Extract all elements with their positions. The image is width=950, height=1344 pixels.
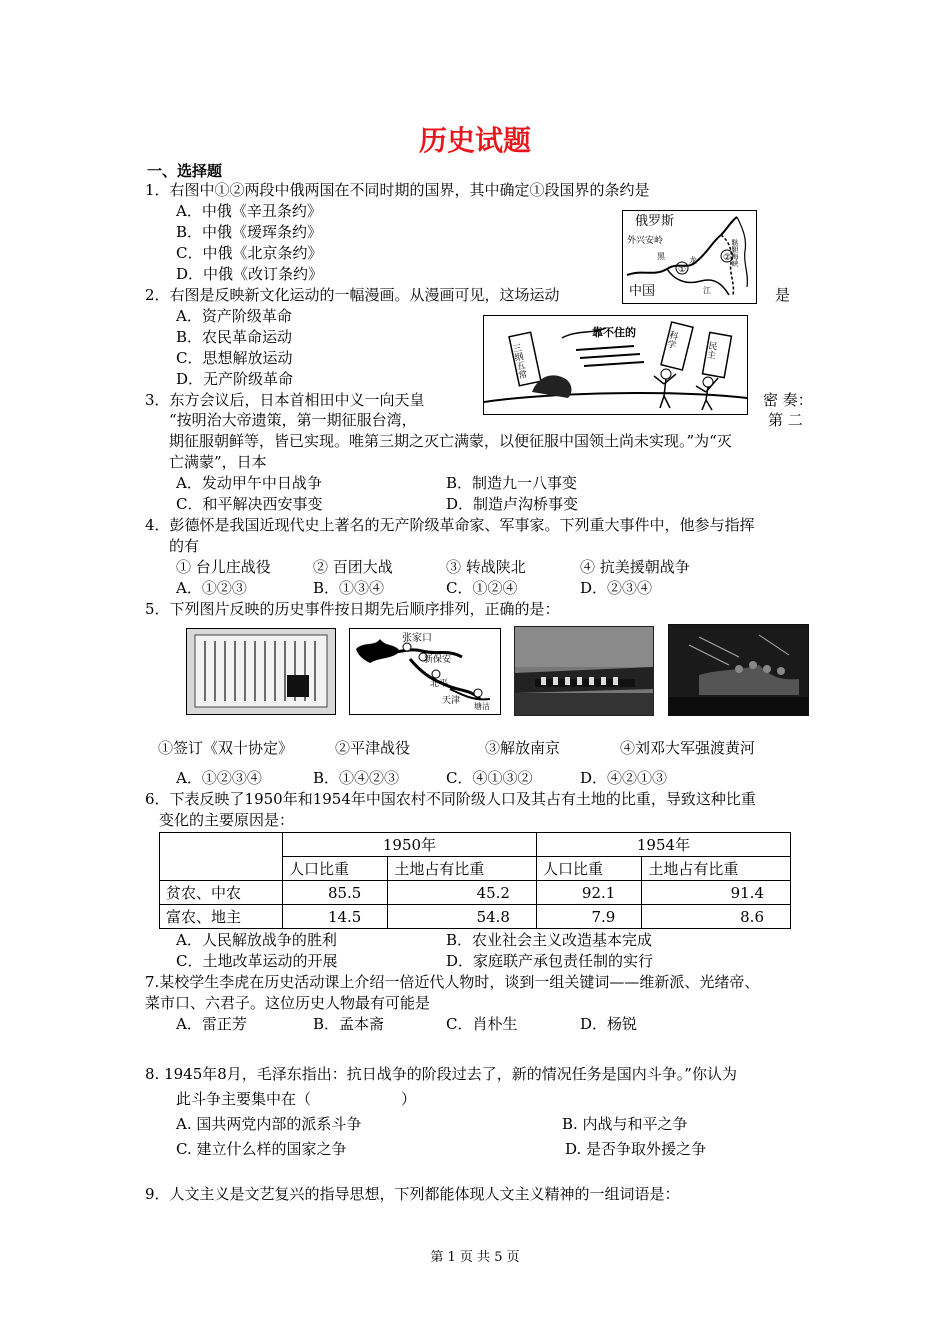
map-label-jiang: 江 xyxy=(703,286,711,295)
table-subheader: 人口比重 xyxy=(536,857,641,881)
q1-stem: 1．右图中①②两段中俄两国在不同时期的国界，其中确定①段国界的条约是 xyxy=(145,181,650,199)
q2-stem-end: 是 xyxy=(775,286,791,304)
q5-campaign-map xyxy=(349,628,501,715)
map-label-two: ② xyxy=(723,253,732,263)
q3-line-2-end: 第 二 xyxy=(768,411,803,429)
table-corner-cell xyxy=(160,833,283,881)
q8-line-2: 此斗争主要集中在（ ） xyxy=(176,1090,417,1108)
q3-line-1-end: 密 奏： xyxy=(763,391,813,409)
q7-option-c: C．肖朴生 xyxy=(446,1015,518,1033)
q5-caption-2: ②平津战役 xyxy=(335,739,411,757)
q5-option-c: C．④①③② xyxy=(446,769,533,787)
q2-option-c: C．思想解放运动 xyxy=(176,349,293,367)
q4-option-c: C．①②④ xyxy=(446,579,518,597)
q2-stem: 2．右图是反映新文化运动的一幅漫画。从漫画可见，这场运动 xyxy=(145,286,560,304)
map-label-xinbaoan: 新保安 xyxy=(424,655,452,665)
q6-data-table xyxy=(159,832,791,929)
table-subheader: 土地占有比重 xyxy=(388,857,537,881)
map-label-one: ① xyxy=(678,265,687,275)
map-label-beiping: 北平 xyxy=(430,679,449,689)
cartoon-drawing xyxy=(484,316,747,414)
q5-photo-document xyxy=(186,628,336,715)
cartoon-caption: 靠不住的 xyxy=(592,326,636,339)
q4-line-1: 4．彭德怀是我国近现代史上著名的无产阶级革命家、军事家。下列重大事件中，他参与指挥 xyxy=(145,516,755,534)
table-cell: 8.6 xyxy=(642,905,791,929)
map-label-china: 中国 xyxy=(629,284,656,299)
q3-option-c: C．和平解决西安事变 xyxy=(176,495,323,513)
river-crossing-photo xyxy=(669,625,808,715)
table-row-label: 富农、地主 xyxy=(160,905,283,929)
map-label-russia: 俄罗斯 xyxy=(635,214,675,229)
q8-option-d: D. 是否争取外援之争 xyxy=(565,1140,707,1158)
q3-option-a: A．发动甲午中日战争 xyxy=(176,474,322,492)
table-cell: 54.8 xyxy=(388,905,537,929)
q7-line-1: 7.某校学生李虎在历史活动课上介绍一倍近代人物时，谈到一组关键词——维新派、光绪帝、 xyxy=(145,973,760,991)
q5-caption-3: ③解放南京 xyxy=(485,739,561,757)
map-label-xingan: 外兴安岭 xyxy=(627,236,664,246)
map-label-zhangjiakou: 张家口 xyxy=(402,633,432,644)
section-heading: 一、选择题 xyxy=(147,162,223,180)
q4-item-2: ② 百团大战 xyxy=(313,558,393,576)
page-footer: 第 1 页 共 5 页 xyxy=(430,1250,520,1265)
cartoon-sign-3: 民主 xyxy=(704,340,718,360)
q3-option-b: B．制造九一八事变 xyxy=(446,474,578,492)
q6-line-1: 6．下表反映了1950年和1954年中国农村不同阶级人口及其占有土地的比重，导致这种比重 xyxy=(145,790,756,808)
q7-option-d: D．杨锐 xyxy=(580,1015,638,1033)
q5-photo-nanjing xyxy=(514,626,654,716)
q4-item-1: ① 台儿庄战役 xyxy=(176,558,271,576)
table-cell: 92.1 xyxy=(536,881,641,905)
q5-option-a: A．①②③④ xyxy=(176,769,262,787)
map-label-tianjin: 天津 xyxy=(442,696,461,706)
q4-option-d: D．②③④ xyxy=(580,579,653,597)
table-header-row xyxy=(160,833,791,857)
table-year-1954: 1954年 xyxy=(536,833,790,857)
q7-option-b: B．孟本斋 xyxy=(313,1015,385,1033)
q6-option-d: D．家庭联产承包责任制的实行 xyxy=(446,952,654,970)
nanjing-photo xyxy=(515,627,653,715)
map-label-long: 龙 xyxy=(689,256,697,265)
q3-line-3: 期征服朝鲜等，皆已实现。唯第三期之灭亡满蒙，以便征服中国领土尚未实现。”为“灭 xyxy=(169,432,732,450)
document-photo xyxy=(187,629,335,714)
q3-line-2: “按明治大帝遗策，第一期征服台湾， xyxy=(169,411,417,429)
q1-option-a: A．中俄《辛丑条约》 xyxy=(176,202,322,220)
q2-option-d: D．无产阶级革命 xyxy=(176,370,294,388)
q1-option-c: C．中俄《北京条约》 xyxy=(176,244,323,262)
q1-border-map xyxy=(622,210,757,304)
table-cell: 7.9 xyxy=(536,905,641,929)
q1-option-b: B．中俄《瑷珲条约》 xyxy=(176,223,323,241)
table-row xyxy=(160,905,791,929)
q3-line-4: 亡满蒙”，日本 xyxy=(169,453,267,471)
q6-option-a: A．人民解放战争的胜利 xyxy=(176,931,337,949)
q5-photo-yellow-river xyxy=(668,624,809,716)
q2-option-b: B．农民革命运动 xyxy=(176,328,293,346)
q5-option-d: D．④②①③ xyxy=(580,769,668,787)
map-label-strait: 鞑靼海峡 xyxy=(731,239,739,267)
table-subheader: 土地占有比重 xyxy=(642,857,791,881)
q9-stem: 9．人文主义是文艺复兴的指导思想，下列都能体现人文主义精神的一组词语是： xyxy=(145,1185,680,1203)
q8-line-1: 8. 1945年8月，毛泽东指出：抗日战争的阶段过去了，新的情况任务是国内斗争。”你认为 xyxy=(145,1065,737,1083)
page-title: 历史试题 xyxy=(418,124,531,157)
q4-item-4: ④ 抗美援朝战争 xyxy=(580,558,690,576)
q2-option-a: A．资产阶级革命 xyxy=(176,307,292,325)
q5-caption-4: ④刘邓大军强渡黄河 xyxy=(620,739,756,757)
q3-option-d: D．制造卢沟桥事变 xyxy=(446,495,579,513)
pingjin-map-drawing xyxy=(350,629,500,714)
table-subheader: 人口比重 xyxy=(283,857,388,881)
q5-option-b: B．①④②③ xyxy=(313,769,400,787)
q6-option-c: C．土地改革运动的开展 xyxy=(176,952,338,970)
map-label-hei: 黑 xyxy=(657,252,665,261)
table-cell: 14.5 xyxy=(283,905,388,929)
table-row-label: 贫农、中农 xyxy=(160,881,283,905)
q2-cartoon xyxy=(483,315,748,415)
q6-option-b: B．农业社会主义改造基本完成 xyxy=(446,931,653,949)
table-year-1950: 1950年 xyxy=(283,833,537,857)
q8-option-c: C. 建立什么样的国家之争 xyxy=(176,1140,347,1158)
q7-option-a: A．雷正芳 xyxy=(176,1015,247,1033)
q3-line-1: 3．东方会议后，日本首相田中义一向天皇 xyxy=(145,391,425,409)
border-map-drawing xyxy=(623,211,756,303)
table-cell: 85.5 xyxy=(283,881,388,905)
q6-line-2: 变化的主要原因是： xyxy=(159,811,295,829)
q4-line-2: 的有 xyxy=(169,537,200,555)
cartoon-sign-2: 科学 xyxy=(664,329,679,350)
map-label-tanggu: 塘沽 xyxy=(474,702,490,711)
q4-item-3: ③ 转战陕北 xyxy=(446,558,526,576)
cartoon-sign-1: 三纲五常 xyxy=(509,342,527,381)
q8-option-a: A. 国共两党内部的派系斗争 xyxy=(176,1115,362,1133)
q5-caption-1: ①签订《双十协定》 xyxy=(158,739,294,757)
q4-option-b: B．①③④ xyxy=(313,579,385,597)
q1-option-d: D．中俄《改订条约》 xyxy=(176,265,324,283)
table-cell: 91.4 xyxy=(642,881,791,905)
table-cell: 45.2 xyxy=(388,881,537,905)
q7-line-2: 菜市口、六君子。这位历史人物最有可能是 xyxy=(145,994,431,1012)
table-row xyxy=(160,881,791,905)
q4-option-a: A．①②③ xyxy=(176,579,247,597)
q8-option-b: B. 内战与和平之争 xyxy=(562,1115,688,1133)
q5-stem: 5．下列图片反映的历史事件按日期先后顺序排列，正确的是： xyxy=(145,600,560,618)
